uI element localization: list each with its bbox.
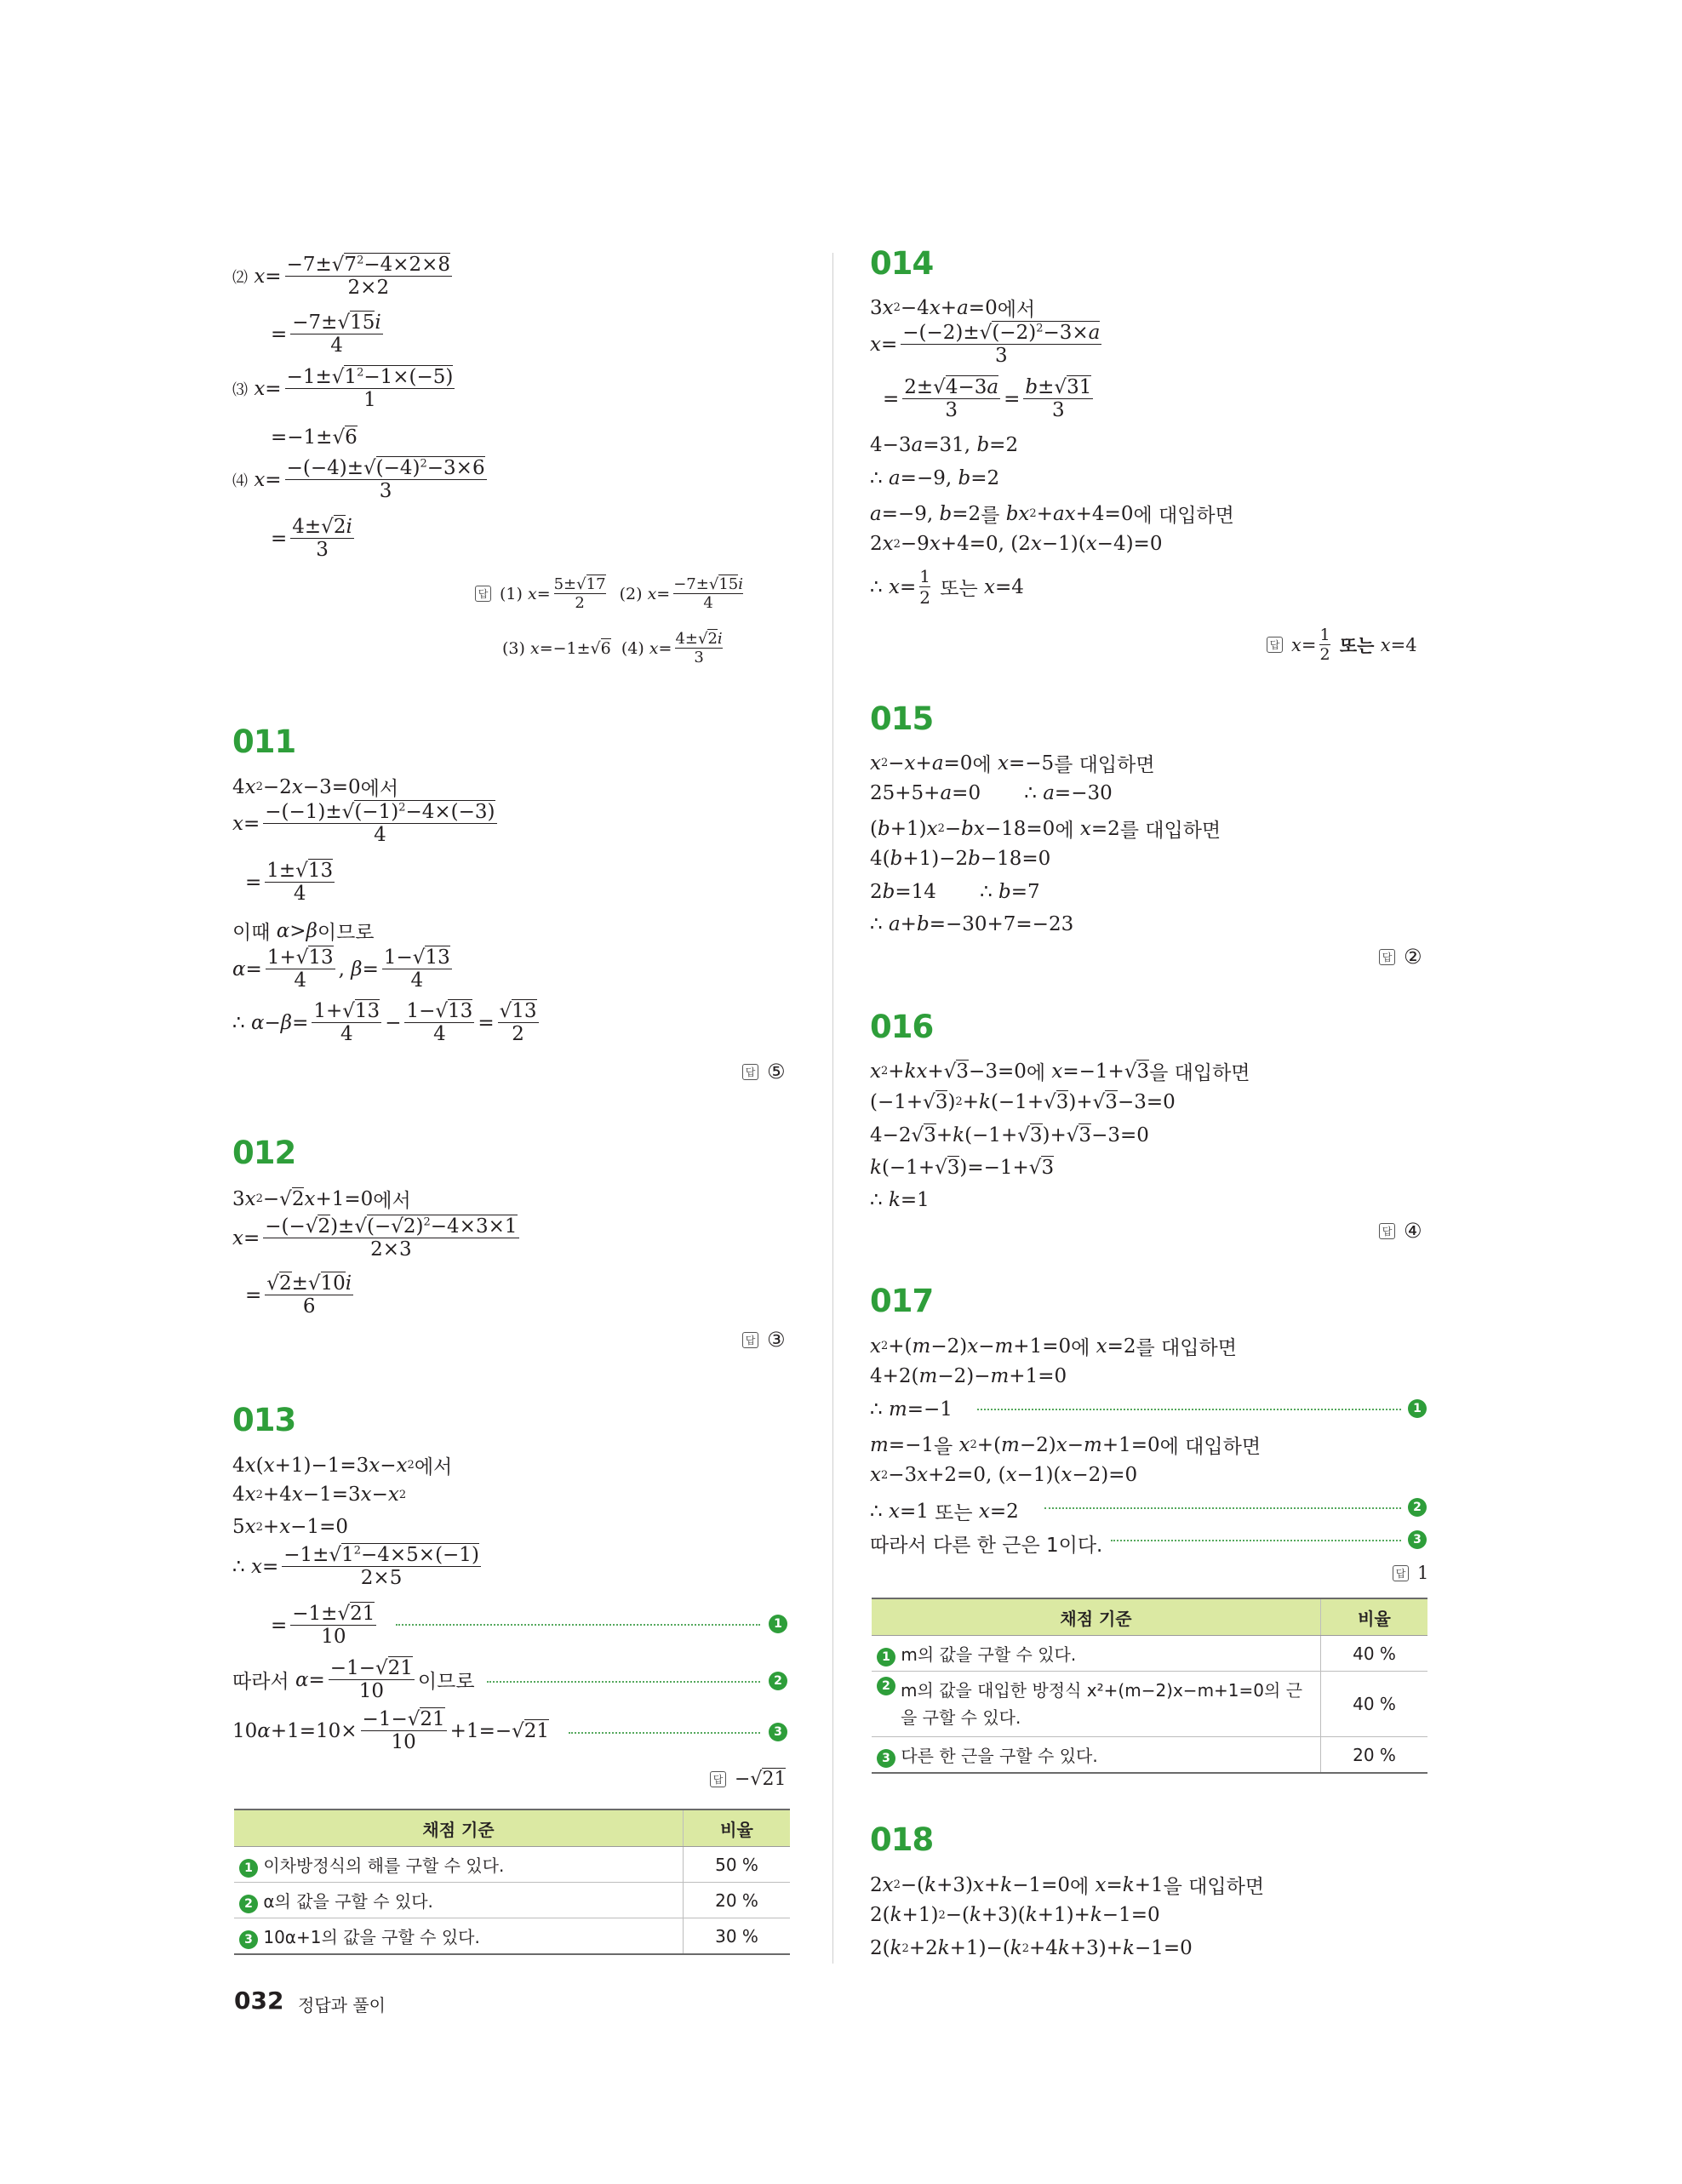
answer-010-row2: (3) x =−1±√ 6 (4) x = 4±√2i 3	[502, 630, 723, 666]
eq-014-4: 4−3 a =31, b =2	[870, 434, 1019, 456]
ratio-value: 20 %	[684, 1883, 791, 1918]
step-mark-3-icon: 3	[769, 1723, 787, 1741]
ratio-value: 30 %	[684, 1918, 791, 1955]
eq-018-1: 2 x 2 −( k +3) x + k −1=0 에 x = k +1 을 대입하면	[870, 1873, 1265, 1898]
criteria-text: 이차방정식의 해를 구할 수 있다.	[263, 1855, 505, 1876]
eq-017-3: ∴ m =−1	[870, 1398, 953, 1421]
step-mark-3-icon: 3	[877, 1749, 895, 1768]
step-mark-1-icon: 1	[1408, 1399, 1427, 1418]
grading-table-013	[234, 1809, 790, 1955]
eq-011-1: 4 x 2 −2 x −3=0 에서	[232, 775, 399, 800]
ratio-value: 50 %	[684, 1847, 791, 1883]
answer-010-row1: 답 (1) x = 5±√17 2 (2) x = −7±√15i 4	[475, 575, 743, 612]
eq-010-4a: ⑷ x = $-(-4)\pm√(-4)^2-3\times 6$ 3	[232, 457, 485, 502]
eq-017-2: 4+2( m −2)− m +1=0	[870, 1365, 1067, 1387]
step-mark-1-icon: 1	[769, 1615, 787, 1633]
eq-014-2: x = $-(-2)\pm√(-2)^2-3\times a$ 3	[870, 322, 1101, 367]
leader-017-1	[977, 1409, 1401, 1410]
leader-017-2	[1044, 1507, 1401, 1509]
eq-014-7: 2 x 2 −9 x +4=0, (2 x −1)( x −4)=0	[870, 533, 1163, 555]
problem-number-012: 012	[232, 1135, 296, 1171]
problem-number-011: 011	[232, 723, 296, 760]
table-row	[872, 1737, 1427, 1774]
answer-mark-icon: 답	[1267, 637, 1283, 653]
answer-mark-icon: 답	[742, 1064, 758, 1080]
answer-015-value: ②	[1404, 945, 1422, 969]
ratio-value: 40 %	[1321, 1672, 1428, 1737]
criteria-text: 10α+1의 값을 구할 수 있다.	[263, 1926, 480, 1947]
eq-015-4: 4( b +1)−2 b −18=0	[870, 848, 1051, 870]
eq-013-4: ∴ x = $-1\pm√1^2-4\times 5\times(-1)$ 2×5	[232, 1544, 479, 1589]
eq-010-4b: = 4±√2i 3	[271, 516, 352, 561]
table-row	[872, 1672, 1427, 1737]
grading-table-017	[872, 1598, 1427, 1774]
problem-number-015: 015	[870, 700, 934, 737]
criteria-text: α의 값을 구할 수 있다.	[263, 1890, 433, 1912]
eq-013-3: 5 x 2 + x −1=0	[232, 1516, 348, 1538]
eq-016-3: 4−2√ 3 + k (−1+√ 3 )+√ 3 −3=0	[870, 1123, 1149, 1146]
step-mark-3-icon: 3	[1408, 1530, 1427, 1549]
answer-013: 답 −√21	[710, 1769, 786, 1790]
answer-011-value: ⑤	[767, 1060, 786, 1083]
eq-011-5: α = 1+√13 4 , β = 1−√13 4	[232, 946, 450, 992]
eq-017-1: x 2 +( m −2) x − m +1=0 에 x =2 를 대입하면	[870, 1335, 1237, 1359]
answer-mark-icon: 답	[1379, 949, 1395, 965]
page-number: 032	[234, 1987, 284, 2015]
answer-012-value: ③	[767, 1328, 786, 1352]
eq-014-3: = 2±√4−3a 3 = b±√31 3	[883, 376, 1092, 421]
eq-016-1: x 2 + kx +√ 3 −3=0 에 x =−1+√ 3 을 대입하면	[870, 1060, 1250, 1084]
eq-014-1: 3 x 2 −4 x + a =0 에서	[870, 296, 1036, 321]
step-mark-3-icon: 3	[239, 1930, 258, 1949]
eq-013-5: = −1±√21 10	[271, 1603, 375, 1648]
step-mark-2-icon: 2	[877, 1677, 895, 1695]
table-row	[234, 1847, 790, 1883]
eq-016-2: (−1+√ 3 ) 2 + k (−1+√ 3 )+√ 3 −3=0	[870, 1090, 1176, 1113]
eq-018-2: 2( k +1) 2 −( k +3)( k +1)+ k −1=0	[870, 1904, 1160, 1926]
answer-mark-icon: 답	[1393, 1565, 1409, 1581]
answer-mark-icon: 답	[1379, 1223, 1395, 1239]
eq-014-8: ∴ x = 1 2 또는 x =4	[870, 566, 1024, 608]
step-mark-2-icon: 2	[239, 1895, 258, 1913]
answer-015	[1379, 945, 1422, 969]
eq-017-7: 따라서 다른 한 근은 1이다.	[870, 1535, 1103, 1557]
answer-mark-icon: 답	[742, 1332, 758, 1348]
eq-016-5: ∴ k =1	[870, 1189, 930, 1211]
eq-012-2: x = $-(-√2)\pm√(-√2)^2-4\times 3\times 1$ 2×3	[232, 1215, 518, 1261]
eq-014-5: ∴ a =−9, b =2	[870, 467, 1000, 489]
eq-017-4: m =−1 을 x 2 +( m −2) x − m +1=0 에 대입하면	[870, 1433, 1262, 1458]
eq-013-2: 4 x 2 +4 x −1=3 x − x 2	[232, 1484, 407, 1506]
eq-013-6: 따라서 α = −1−√21 10 이므로	[232, 1657, 475, 1702]
answer-mark-icon: 답	[710, 1771, 726, 1787]
answer-012	[742, 1328, 786, 1352]
eq-010-2b: = −7±√15i 4	[271, 312, 381, 357]
table-row	[234, 1918, 790, 1955]
criteria-text: 다른 한 근을 구할 수 있다.	[901, 1745, 1098, 1766]
eq-012-1: 3 x 2 −√ 2 x +1=0 에서	[232, 1187, 411, 1212]
problem-number-016: 016	[870, 1009, 934, 1045]
leader-013-2	[487, 1681, 760, 1683]
criteria-text: m의 값을 대입한 방정식 x²+(m−2)x−m+1=0의 근을 구할 수 있다.	[901, 1680, 1303, 1728]
problem-number-014: 014	[870, 245, 934, 282]
eq-015-2: 25+5+ a =0 ∴ a =−30	[870, 782, 1113, 804]
ratio-value: 40 %	[1321, 1636, 1428, 1672]
eq-011-2: x = $-(-1)\pm√(-1)^2-4\times(-3)$ 4	[232, 801, 495, 846]
answer-016-value: ④	[1404, 1219, 1422, 1243]
eq-011-6: ∴ α − β = 1+√13 4 − 1−√13 4 = √13 2	[232, 1000, 537, 1045]
step-mark-2-icon: 2	[769, 1672, 787, 1690]
table-header-ratio: 비율	[684, 1810, 791, 1847]
eq-015-6: ∴ a + b =−30+7=−23	[870, 913, 1074, 935]
step-mark-1-icon: 1	[877, 1648, 895, 1667]
ratio-value: 20 %	[1321, 1737, 1428, 1774]
table-row	[872, 1636, 1427, 1672]
leader-013-3	[569, 1732, 760, 1734]
leader-017-3	[1111, 1540, 1401, 1541]
step-mark-2-icon: 2	[1408, 1498, 1427, 1517]
table-row	[234, 1883, 790, 1918]
eq-010-3a: ⑶ x = $-1\pm√1^2-1\times(-5)$ 1	[232, 366, 454, 411]
step-mark-1-icon: 1	[239, 1859, 258, 1878]
leader-013-1	[396, 1624, 760, 1626]
answer-mark-icon: 답	[475, 586, 491, 602]
answer-017-value: 1	[1417, 1563, 1429, 1583]
eq-015-5: 2 b =14 ∴ b =7	[870, 881, 1040, 903]
eq-015-3: ( b +1) x 2 − bx −18=0 에 x =2 를 대입하면	[870, 817, 1221, 842]
column-divider	[832, 253, 833, 1964]
eq-017-5: x 2 −3 x +2=0, ( x −1)( x −2)=0	[870, 1464, 1138, 1486]
eq-018-3: 2( k 2 +2 k +1)−( k 2 +4 k +3)+ k −1=0	[870, 1937, 1193, 1959]
eq-010-2a: ⑵ x = $-7\pm√7^2-4\times 2\times 8$ 2×2	[232, 254, 451, 299]
answer-014: 답 x = 1 2 또는 x =4	[1267, 626, 1417, 664]
eq-011-3: = 1±√13 4	[245, 860, 334, 905]
table-header-criteria: 채점 기준	[872, 1598, 1321, 1636]
eq-013-1: 4 x ( x +1)−1=3 x − x 2 에서	[232, 1454, 453, 1478]
table-header-criteria: 채점 기준	[234, 1810, 684, 1847]
eq-012-3: = √2±√10i 6	[245, 1272, 352, 1318]
answer-011	[742, 1060, 786, 1083]
eq-010-3b: =−1±√ 6	[271, 426, 358, 449]
eq-017-6: ∴ x =1 또는 x =2	[870, 1500, 1019, 1524]
criteria-text: m의 값을 구할 수 있다.	[901, 1644, 1077, 1665]
answer-017	[1393, 1563, 1428, 1583]
eq-016-4: k (−1+√ 3 )=−1+√ 3	[870, 1156, 1055, 1179]
problem-number-018: 018	[870, 1821, 934, 1858]
eq-011-4: 이때 α > β 이므로	[232, 919, 375, 944]
problem-number-017: 017	[870, 1283, 934, 1319]
answer-016	[1379, 1219, 1422, 1243]
eq-013-7: 10 α +1=10× −1−√21 10 +1=−√ 21	[232, 1708, 550, 1753]
problem-number-013: 013	[232, 1402, 296, 1438]
page-section-title: 정답과 풀이	[298, 1995, 386, 2015]
eq-014-6: a =−9, b =2 를 bx 2 + ax +4=0 에 대입하면	[870, 502, 1234, 527]
table-header-ratio: 비율	[1321, 1598, 1428, 1636]
eq-015-1: x 2 − x + a =0 에 x =−5 를 대입하면	[870, 752, 1155, 776]
